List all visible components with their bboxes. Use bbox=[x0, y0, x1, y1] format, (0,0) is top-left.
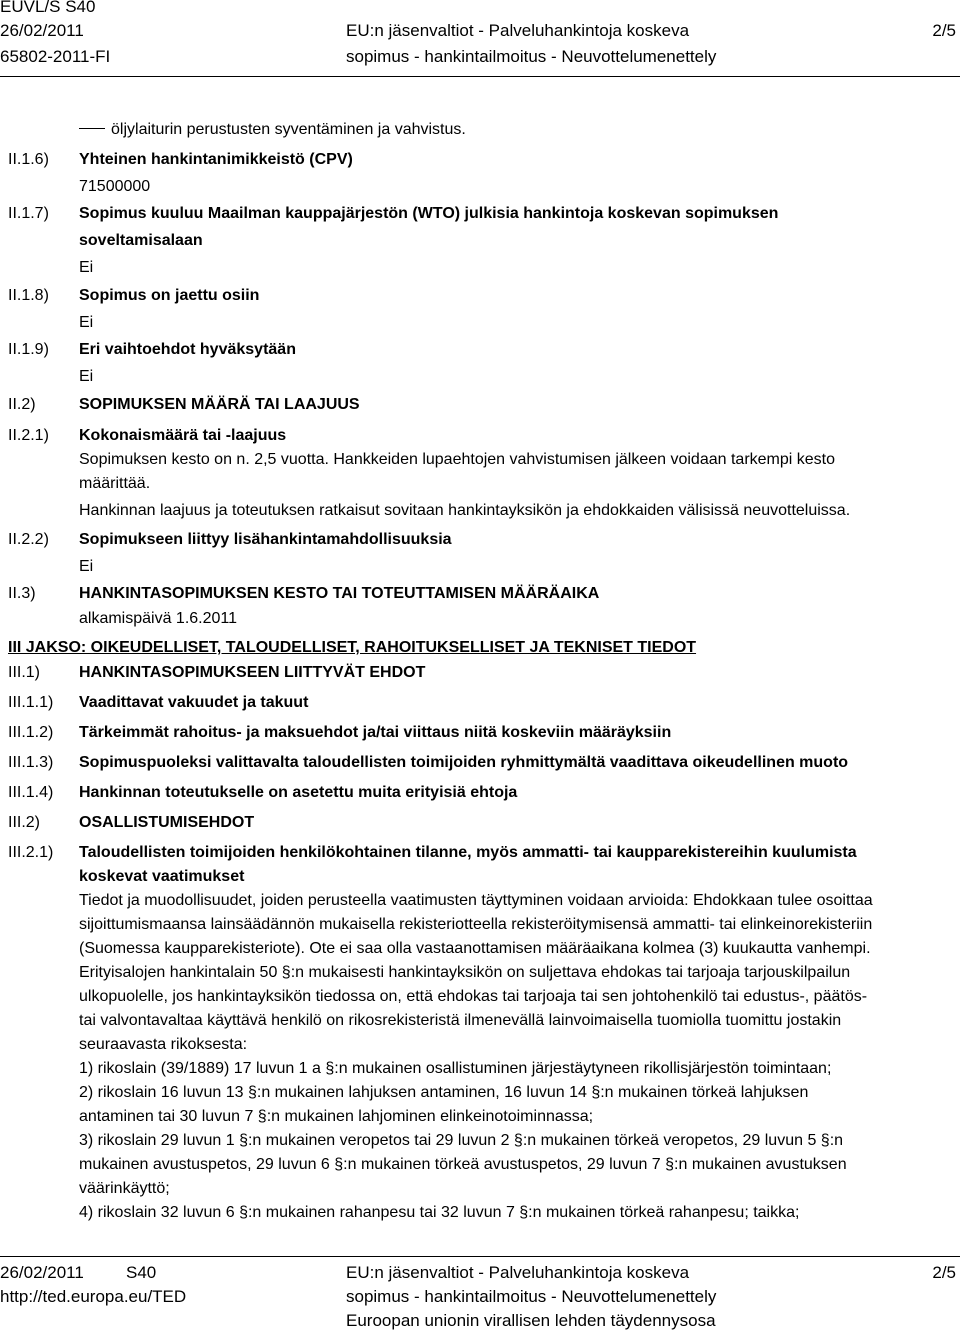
dash-icon bbox=[79, 128, 105, 129]
section-value: 71500000 bbox=[79, 178, 151, 195]
section-number: III.1) bbox=[8, 664, 41, 681]
section-number: II.1.9) bbox=[8, 341, 49, 358]
section-number: II.1.6) bbox=[8, 151, 49, 168]
section-heading: Hankinnan toteutukselle on asetettu muita erityisiä ehtoja bbox=[79, 784, 518, 801]
section-heading: OSALLISTUMISEHDOT bbox=[79, 814, 255, 831]
paragraph-line: väärinkäyttö; bbox=[79, 1180, 170, 1197]
header-rule bbox=[0, 76, 960, 77]
paragraph-line: 4) rikoslain 32 luvun 6 §:n mukainen rahanpesu tai 32 luvun 7 §:n mukainen törkeä rahanpesu; taikka; bbox=[79, 1204, 800, 1221]
section-heading-cont: koskevat vaatimukset bbox=[79, 868, 245, 885]
section-heading-cont: soveltamisalaan bbox=[79, 232, 203, 249]
section-number: II.2.2) bbox=[8, 531, 49, 548]
section-heading: Sopimuspuoleksi valittavalta taloudellisten toimijoiden ryhmittymältä vaadittava oikeudellinen muoto bbox=[79, 754, 849, 771]
section-heading: Kokonaismäärä tai -laajuus bbox=[79, 427, 287, 444]
paragraph-line: Erityisalojen hankintalain 50 §:n mukaisesti hankintayksikön on suljettava ehdokas tai tarjoaja tarjouskilpailun bbox=[79, 964, 851, 981]
paragraph-line: mukainen avustuspetos, 29 luvun 6 §:n mukainen törkeä avustuspetos, 29 luvun 7 §:n mukainen avustuksen bbox=[79, 1156, 847, 1173]
section-value: Ei bbox=[79, 368, 94, 385]
paragraph-line: seuraavasta rikoksesta: bbox=[79, 1036, 248, 1053]
header-date: 26/02/2011 bbox=[0, 21, 84, 40]
paragraph-line: määrittää. bbox=[79, 475, 151, 492]
paragraph-line: tai valvontavaltaa käyttävä henkilö on rikosrekisteristä ilmenevällä lainvoimaisella tuomiolla tuomittu jostakin bbox=[79, 1012, 842, 1029]
part-heading: III JAKSO: OIKEUDELLISET, TALOUDELLISET, RAHOITUKSELLISET JA TEKNISET TIEDOT bbox=[8, 639, 697, 656]
footer-title-2: sopimus - hankintailmoitus - Neuvottelumenettely bbox=[346, 1287, 717, 1306]
footer-page: 2/5 bbox=[932, 1263, 956, 1282]
paragraph-line: Hankinnan laajuus ja toteutuksen ratkaisut sovitaan hankintayksikön ja ehdokkaiden välisissä neuvotteluissa. bbox=[79, 502, 851, 519]
section-number: II.1.8) bbox=[8, 287, 49, 304]
footer-title-3: Euroopan unionin virallisen lehden täydennysosa bbox=[346, 1311, 716, 1330]
section-value: Ei bbox=[79, 314, 94, 331]
paragraph-line: ulkopuolelle, jos hankintayksikön tiedossa on, että ehdokas tai tarjoaja tai sen johtohenkilö tai edustus-, päätös- bbox=[79, 988, 868, 1005]
footer-title-1: EU:n jäsenvaltiot - Palveluhankintoja koskeva bbox=[346, 1263, 690, 1282]
paragraph-body bbox=[79, 889, 957, 1225]
paragraph-line: 2) rikoslain 16 luvun 13 §:n mukainen lahjuksen antaminen, 16 luvun 14 §:n mukainen törkeä lahjuksen bbox=[79, 1084, 809, 1101]
section-number: II.3) bbox=[8, 585, 36, 602]
section-heading: Yhteinen hankintanimikkeistö (CPV) bbox=[79, 151, 353, 168]
paragraph-line: 1) rikoslain (39/1889) 17 luvun 1 a §:n mukainen osallistuminen järjestäytyneen rikollisjärjestön toimintaan; bbox=[79, 1060, 832, 1077]
paragraph-line: (Suomessa kaupparekisteriote). Ote ei saa olla vastaanottamisen määräaikana kolmea (3) kuukautta vanhempi. bbox=[79, 940, 871, 957]
section-heading: Taloudellisten toimijoiden henkilökohtainen tilanne, myös ammatti- tai kaupparekistereihin kuulumista bbox=[79, 844, 857, 861]
paragraph-line: Tiedot ja muodollisuudet, joiden perusteella vaatimusten täyttyminen voidaan arvioida: Ehdokkaan tulee osoittaa bbox=[79, 892, 873, 909]
footer-series: S40 bbox=[126, 1263, 157, 1282]
paragraph-line: antaminen tai 30 luvun 7 §:n mukainen lahjominen elinkeinotoiminnassa; bbox=[79, 1108, 594, 1125]
section-number: II.2.1) bbox=[8, 427, 49, 444]
header-page: 2/5 bbox=[932, 21, 956, 40]
section-heading: Sopimus kuuluu Maailman kauppajärjestön (WTO) julkisia hankintoja koskevan sopimuksen bbox=[79, 205, 779, 222]
section-value: Ei bbox=[79, 558, 94, 575]
section-heading: HANKINTASOPIMUKSEEN LIITTYVÄT EHDOT bbox=[79, 664, 426, 681]
section-heading: HANKINTASOPIMUKSEN KESTO TAI TOTEUTTAMISEN MÄÄRÄAIKA bbox=[79, 585, 600, 602]
header-title-1: EU:n jäsenvaltiot - Palveluhankintoja koskeva bbox=[346, 21, 690, 40]
section-heading: SOPIMUKSEN MÄÄRÄ TAI LAAJUUS bbox=[79, 396, 360, 413]
footer-date: 26/02/2011 bbox=[0, 1263, 84, 1282]
section-heading: Vaadittavat vakuudet ja takuut bbox=[79, 694, 309, 711]
header-ref: 65802-2011-FI bbox=[0, 47, 111, 66]
section-number: III.1.2) bbox=[8, 724, 54, 741]
section-number: II.1.7) bbox=[8, 205, 49, 222]
section-heading: Eri vaihtoehdot hyväksytään bbox=[79, 341, 296, 358]
paragraph-line: sijoittumismaansa lainsäädännön mukaisella rekisteriotteella rekisteröitymisensä ammatti- tai elinkeinorekisteriin bbox=[79, 916, 873, 933]
paragraph-line: Sopimuksen kesto on n. 2,5 vuotta. Hankkeiden lupaehtojen vahvistumisen jälkeen voidaan tarkempi kesto bbox=[79, 451, 836, 468]
section-number: III.1.1) bbox=[8, 694, 54, 711]
footer-rule bbox=[0, 1256, 960, 1257]
section-heading: Sopimukseen liittyy lisähankintamahdollisuuksia bbox=[79, 531, 452, 548]
header-title-2: sopimus - hankintailmoitus - Neuvottelumenettely bbox=[346, 47, 717, 66]
section-value: Ei bbox=[79, 259, 94, 276]
paragraph-line: 3) rikoslain 29 luvun 1 §:n mukainen veropetos tai 29 luvun 2 §:n mukainen törkeä veropetos, 29 luvun 5 §:n bbox=[79, 1132, 844, 1149]
section-heading: Tärkeimmät rahoitus- ja maksuehdot ja/tai viittaus niitä koskeviin määräyksiin bbox=[79, 724, 672, 741]
section-number: II.2) bbox=[8, 396, 36, 413]
section-number: III.2) bbox=[8, 814, 41, 831]
section-number: III.2.1) bbox=[8, 844, 54, 861]
section-heading: Sopimus on jaettu osiin bbox=[79, 287, 260, 304]
work-description-line: öljylaiturin perustusten syventäminen ja vahvistus. bbox=[79, 121, 466, 139]
section-number: III.1.3) bbox=[8, 754, 54, 771]
header-series: EUVL/S S40 bbox=[0, 0, 96, 16]
section-value: alkamispäivä 1.6.2011 bbox=[79, 610, 238, 627]
section-number: III.1.4) bbox=[8, 784, 54, 801]
footer-url[interactable]: http://ted.europa.eu/TED bbox=[0, 1287, 187, 1306]
